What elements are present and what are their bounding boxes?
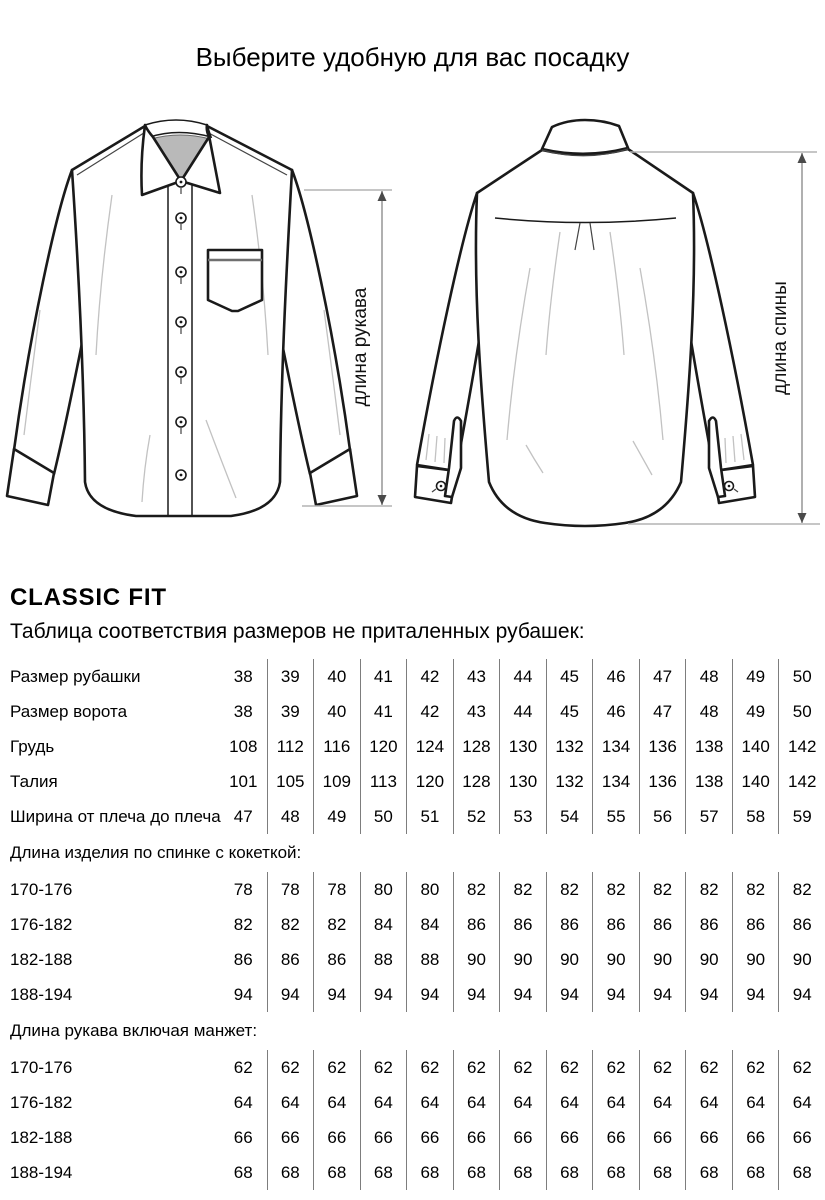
- row-label: 188-194: [10, 1162, 73, 1182]
- size-value: 49: [732, 694, 779, 729]
- size-value: 66: [313, 1120, 360, 1155]
- row-label: 188-194: [10, 984, 73, 1004]
- size-value: 45: [546, 659, 593, 694]
- size-value: 62: [453, 1050, 500, 1085]
- size-value: 68: [233, 1163, 253, 1182]
- table-row: [10, 659, 825, 694]
- size-value: 134: [592, 764, 639, 799]
- size-value: 94: [732, 977, 779, 1012]
- size-value: 84: [360, 907, 407, 942]
- table-row: [10, 1155, 825, 1190]
- size-value: 62: [233, 1058, 253, 1077]
- size-value: 64: [592, 1085, 639, 1120]
- sleeve-length-label: длина рукава: [350, 287, 371, 407]
- size-value: 108: [229, 737, 258, 756]
- size-value: 68: [546, 1155, 593, 1190]
- size-value: 62: [685, 1050, 732, 1085]
- size-value: 66: [732, 1120, 779, 1155]
- size-value: 90: [499, 942, 546, 977]
- size-value: 66: [592, 1120, 639, 1155]
- size-value: 62: [778, 1050, 825, 1085]
- size-value: 90: [685, 942, 732, 977]
- size-value: 124: [406, 729, 453, 764]
- size-value: 120: [406, 764, 453, 799]
- size-value: 68: [592, 1155, 639, 1190]
- size-value: 136: [639, 729, 686, 764]
- size-value: 64: [453, 1085, 500, 1120]
- size-value: 94: [778, 977, 825, 1012]
- size-value: 39: [267, 694, 314, 729]
- size-value: 86: [546, 907, 593, 942]
- size-value: 140: [732, 764, 779, 799]
- size-value: 82: [267, 907, 314, 942]
- size-value: 132: [546, 764, 593, 799]
- size-value: 68: [732, 1155, 779, 1190]
- size-value: 64: [778, 1085, 825, 1120]
- size-value: 62: [360, 1050, 407, 1085]
- size-value: 48: [685, 659, 732, 694]
- size-value: 66: [453, 1120, 500, 1155]
- size-value: 86: [592, 907, 639, 942]
- size-value: 88: [360, 942, 407, 977]
- size-value: 82: [453, 872, 500, 907]
- size-value: 94: [313, 977, 360, 1012]
- size-value: 64: [360, 1085, 407, 1120]
- size-value: 82: [499, 872, 546, 907]
- table-row: [10, 799, 825, 834]
- size-value: 128: [453, 764, 500, 799]
- size-value: 136: [639, 764, 686, 799]
- size-value: 94: [360, 977, 407, 1012]
- size-value: 62: [732, 1050, 779, 1085]
- size-value: 51: [406, 799, 453, 834]
- size-value: 94: [639, 977, 686, 1012]
- size-value: 82: [732, 872, 779, 907]
- size-value: 80: [360, 872, 407, 907]
- row-label: Ширина от плеча до плеча: [10, 806, 221, 826]
- size-value: 43: [453, 659, 500, 694]
- size-value: 86: [267, 942, 314, 977]
- size-value: 94: [453, 977, 500, 1012]
- size-value: 130: [499, 764, 546, 799]
- size-value: 86: [685, 907, 732, 942]
- size-value: 120: [360, 729, 407, 764]
- row-label: 170-176: [10, 879, 73, 899]
- size-value: 47: [639, 694, 686, 729]
- page-title: Выберите удобную для вас посадку: [195, 42, 630, 72]
- size-value: 49: [732, 659, 779, 694]
- size-value: 48: [267, 799, 314, 834]
- size-value: 44: [499, 694, 546, 729]
- size-value: 48: [685, 694, 732, 729]
- size-value: 39: [267, 659, 314, 694]
- size-value: 94: [685, 977, 732, 1012]
- size-value: 142: [778, 729, 825, 764]
- row-label: 176-182: [10, 914, 73, 934]
- size-value: 112: [267, 729, 314, 764]
- size-value: 86: [639, 907, 686, 942]
- size-value: 68: [778, 1155, 825, 1190]
- size-value: 53: [499, 799, 546, 834]
- size-value: 64: [639, 1085, 686, 1120]
- size-value: 62: [546, 1050, 593, 1085]
- size-value: 90: [453, 942, 500, 977]
- size-value: 42: [406, 694, 453, 729]
- size-value: 90: [639, 942, 686, 977]
- size-value: 90: [732, 942, 779, 977]
- size-value: 90: [546, 942, 593, 977]
- size-value: 66: [639, 1120, 686, 1155]
- row-label: 182-188: [10, 949, 73, 969]
- row-label: Грудь: [10, 736, 55, 756]
- shirt-front-drawing: [7, 120, 357, 516]
- table-row: [10, 729, 825, 764]
- size-value: 64: [685, 1085, 732, 1120]
- size-value: 66: [778, 1120, 825, 1155]
- size-value: 134: [592, 729, 639, 764]
- size-value: 54: [546, 799, 593, 834]
- size-value: 38: [233, 702, 253, 721]
- size-value: 68: [639, 1155, 686, 1190]
- size-value: 86: [313, 942, 360, 977]
- size-value: 78: [267, 872, 314, 907]
- size-value: 66: [499, 1120, 546, 1155]
- row-label: 182-188: [10, 1127, 73, 1147]
- row-label: Размер рубашки: [10, 666, 141, 686]
- size-value: 94: [546, 977, 593, 1012]
- table-row: [10, 1085, 825, 1120]
- size-value: 140: [732, 729, 779, 764]
- size-value: 66: [360, 1120, 407, 1155]
- size-value: 86: [499, 907, 546, 942]
- size-value: 66: [406, 1120, 453, 1155]
- size-value: 130: [499, 729, 546, 764]
- size-value: 66: [267, 1120, 314, 1155]
- size-value: 128: [453, 729, 500, 764]
- size-value: 138: [685, 764, 732, 799]
- table-row: [10, 764, 825, 799]
- size-value: 78: [313, 872, 360, 907]
- size-value: 82: [233, 915, 253, 934]
- size-value: 142: [778, 764, 825, 799]
- shirt-back-drawing: [415, 120, 755, 526]
- table-caption: Таблица соответствия размеров не приталенных рубашек:: [10, 620, 585, 643]
- size-value: 90: [778, 942, 825, 977]
- size-value: 109: [313, 764, 360, 799]
- size-value: 38: [233, 667, 253, 686]
- size-value: 41: [360, 694, 407, 729]
- size-value: 68: [685, 1155, 732, 1190]
- size-value: 82: [313, 907, 360, 942]
- size-value: 64: [267, 1085, 314, 1120]
- fit-heading: CLASSIC FIT: [10, 584, 167, 611]
- size-value: 86: [453, 907, 500, 942]
- size-value: 82: [778, 872, 825, 907]
- size-value: 80: [406, 872, 453, 907]
- table-section-header: Длина изделия по спинке с кокеткой:: [10, 843, 302, 862]
- size-value: 86: [233, 950, 253, 969]
- size-value: 82: [639, 872, 686, 907]
- size-value: 113: [360, 764, 407, 799]
- shirts-drawing: [0, 100, 825, 570]
- size-value: 62: [267, 1050, 314, 1085]
- size-table: [10, 659, 825, 1190]
- size-value: 90: [592, 942, 639, 977]
- size-value: 66: [546, 1120, 593, 1155]
- size-value: 50: [360, 799, 407, 834]
- size-value: 40: [313, 694, 360, 729]
- table-row: [10, 694, 825, 729]
- size-value: 58: [732, 799, 779, 834]
- table-row: [10, 872, 825, 907]
- size-value: 82: [685, 872, 732, 907]
- size-value: 59: [778, 799, 825, 834]
- size-value: 42: [406, 659, 453, 694]
- size-value: 45: [546, 694, 593, 729]
- size-value: 68: [313, 1155, 360, 1190]
- size-value: 40: [313, 659, 360, 694]
- size-value: 132: [546, 729, 593, 764]
- size-value: 62: [313, 1050, 360, 1085]
- size-value: 46: [592, 659, 639, 694]
- row-label: Талия: [10, 771, 58, 791]
- size-value: 94: [406, 977, 453, 1012]
- size-value: 46: [592, 694, 639, 729]
- size-value: 49: [313, 799, 360, 834]
- size-value: 66: [233, 1128, 253, 1147]
- size-value: 44: [499, 659, 546, 694]
- size-value: 82: [546, 872, 593, 907]
- size-value: 86: [778, 907, 825, 942]
- size-value: 47: [233, 807, 253, 826]
- size-value: 64: [732, 1085, 779, 1120]
- size-value: 86: [732, 907, 779, 942]
- size-value: 62: [639, 1050, 686, 1085]
- row-label: 176-182: [10, 1092, 73, 1112]
- size-value: 116: [313, 729, 360, 764]
- size-value: 50: [778, 694, 825, 729]
- size-value: 68: [406, 1155, 453, 1190]
- size-value: 105: [267, 764, 314, 799]
- table-row: [10, 942, 825, 977]
- size-value: 88: [406, 942, 453, 977]
- size-value: 94: [592, 977, 639, 1012]
- size-value: 64: [233, 1093, 253, 1112]
- size-value: 62: [592, 1050, 639, 1085]
- size-value: 55: [592, 799, 639, 834]
- size-value: 68: [453, 1155, 500, 1190]
- row-label: 170-176: [10, 1057, 73, 1077]
- size-value: 64: [546, 1085, 593, 1120]
- size-value: 66: [685, 1120, 732, 1155]
- size-value: 62: [499, 1050, 546, 1085]
- size-value: 82: [592, 872, 639, 907]
- size-diagram: [0, 100, 825, 570]
- size-value: 52: [453, 799, 500, 834]
- size-value: 68: [499, 1155, 546, 1190]
- size-value: 50: [778, 659, 825, 694]
- size-value: 62: [406, 1050, 453, 1085]
- table-section-header: Длина рукава включая манжет:: [10, 1021, 258, 1040]
- size-value: 94: [233, 985, 253, 1004]
- size-value: 56: [639, 799, 686, 834]
- size-value: 68: [360, 1155, 407, 1190]
- table-row: [10, 907, 825, 942]
- table-row: [10, 1050, 825, 1085]
- size-value: 64: [499, 1085, 546, 1120]
- size-value: 41: [360, 659, 407, 694]
- size-value: 84: [406, 907, 453, 942]
- table-row: [10, 977, 825, 1012]
- row-label: Размер ворота: [10, 701, 128, 721]
- size-value: 47: [639, 659, 686, 694]
- size-value: 101: [229, 772, 258, 791]
- table-row: [10, 1120, 825, 1155]
- size-value: 94: [499, 977, 546, 1012]
- size-value: 138: [685, 729, 732, 764]
- back-length-label: длина спины: [770, 281, 791, 395]
- size-value: 68: [267, 1155, 314, 1190]
- size-value: 94: [267, 977, 314, 1012]
- size-value: 57: [685, 799, 732, 834]
- size-value: 78: [233, 880, 253, 899]
- size-value: 43: [453, 694, 500, 729]
- size-value: 64: [313, 1085, 360, 1120]
- size-value: 64: [406, 1085, 453, 1120]
